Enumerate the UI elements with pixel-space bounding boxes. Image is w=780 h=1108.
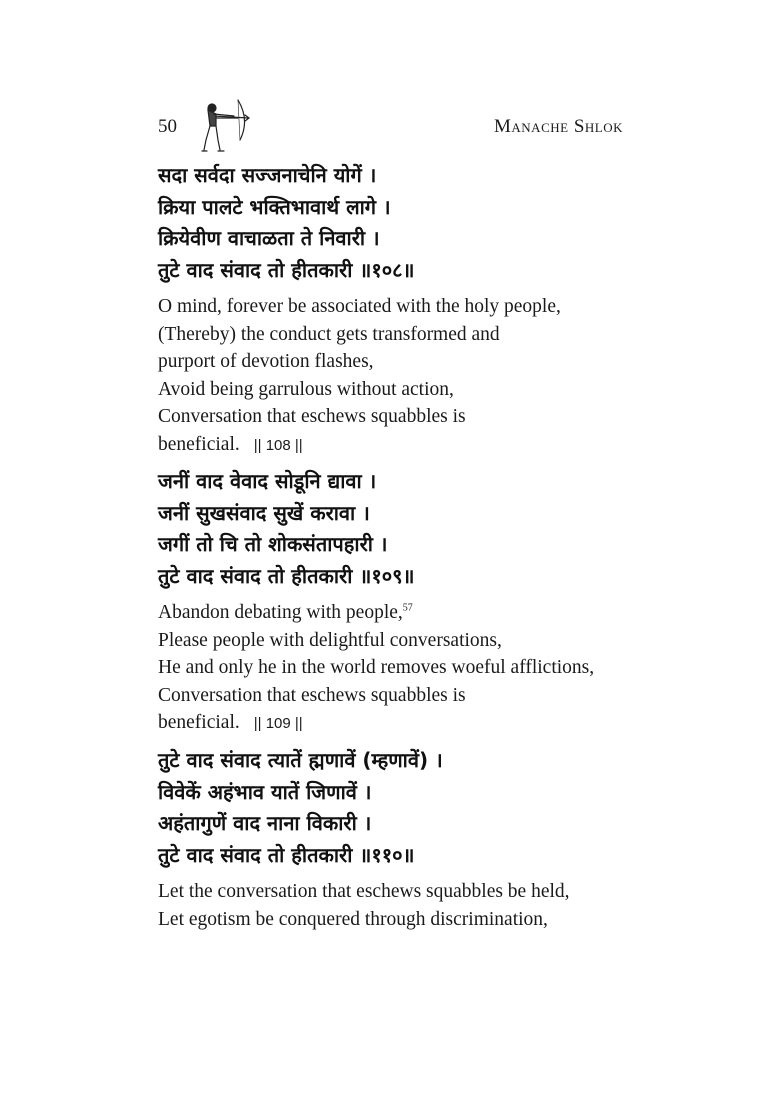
translation-line <box>158 599 594 627</box>
verse-line: तुटे वाद संवाद त्यातें ह्मणावें (म्हणावें) । <box>158 748 443 772</box>
translation-line: Conversation that eschews squabbles is <box>158 684 466 706</box>
archer-icon <box>198 96 250 156</box>
translation-line: (Thereby) the conduct gets transformed and <box>158 323 500 345</box>
verse-number: || 108 || <box>253 436 303 454</box>
verse-line: तुटे वाद संवाद तो हीतकारी ॥१०९॥ <box>158 563 415 588</box>
verse-110-marathi <box>158 745 443 871</box>
verse-line: जनीं वाद वेवाद सोडूनि द्यावा । <box>158 469 377 493</box>
translation-line: Conversation that eschews squabbles is <box>158 406 466 427</box>
translation-text: Abandon debating with people, <box>158 602 403 623</box>
page-number: 50 <box>158 116 177 137</box>
translation-line: He and only he in the world removes woeful afflictions, <box>158 657 595 678</box>
translation-line: purport of devotion flashes, <box>158 351 374 372</box>
running-title: Manache Shlok <box>494 116 623 137</box>
translation-line: Let the conversation that eschews squabbles be held, <box>158 881 570 902</box>
verse-line: क्रिया पालटे भक्तिभावार्थ लागे । <box>158 194 391 219</box>
translation-line: Avoid being garrulous without action, <box>158 378 454 400</box>
verse-line: क्रियेवीण वाचाळता ते निवारी । <box>158 226 380 250</box>
translation-line: Please people with delightful conversations, <box>158 629 502 651</box>
verse-109-translation <box>158 599 594 738</box>
footnote-marker[interactable]: 57 <box>402 602 413 614</box>
verse-108-translation <box>158 293 561 459</box>
verse-line: जनीं सुखसंवाद सुखें करावा । <box>158 500 370 525</box>
verse-line: तुटे वाद संवाद तो हीतकारी ॥११०॥ <box>158 842 415 867</box>
translation-line-last <box>158 709 594 738</box>
verse-line: जगीं तो चि तो शोकसंतापहारी । <box>158 532 388 556</box>
verse-line: सदा सर्वदा सज्जनाचेनि योगें । <box>158 163 377 187</box>
verse-line: तुटे वाद संवाद तो हीतकारी ॥१०८॥ <box>158 257 415 282</box>
verse-109-marathi <box>158 466 415 592</box>
verse-line: विवेकें अहंभाव यातें जिणावें । <box>158 779 372 804</box>
translation-text: beneficial. <box>158 433 240 455</box>
page-header <box>158 100 623 160</box>
translation-line: O mind, forever be associated with the holy people, <box>158 296 561 317</box>
translation-line: Let egotism be conquered through discrimination, <box>158 908 548 930</box>
verse-number: || 109 || <box>253 715 303 732</box>
translation-line-last <box>158 431 561 460</box>
verse-108-marathi <box>158 160 415 286</box>
verse-line: अहंतागुणें वाद नाना विकारी । <box>158 811 372 835</box>
translation-text: beneficial. <box>158 712 240 733</box>
verse-110-translation <box>158 878 570 933</box>
